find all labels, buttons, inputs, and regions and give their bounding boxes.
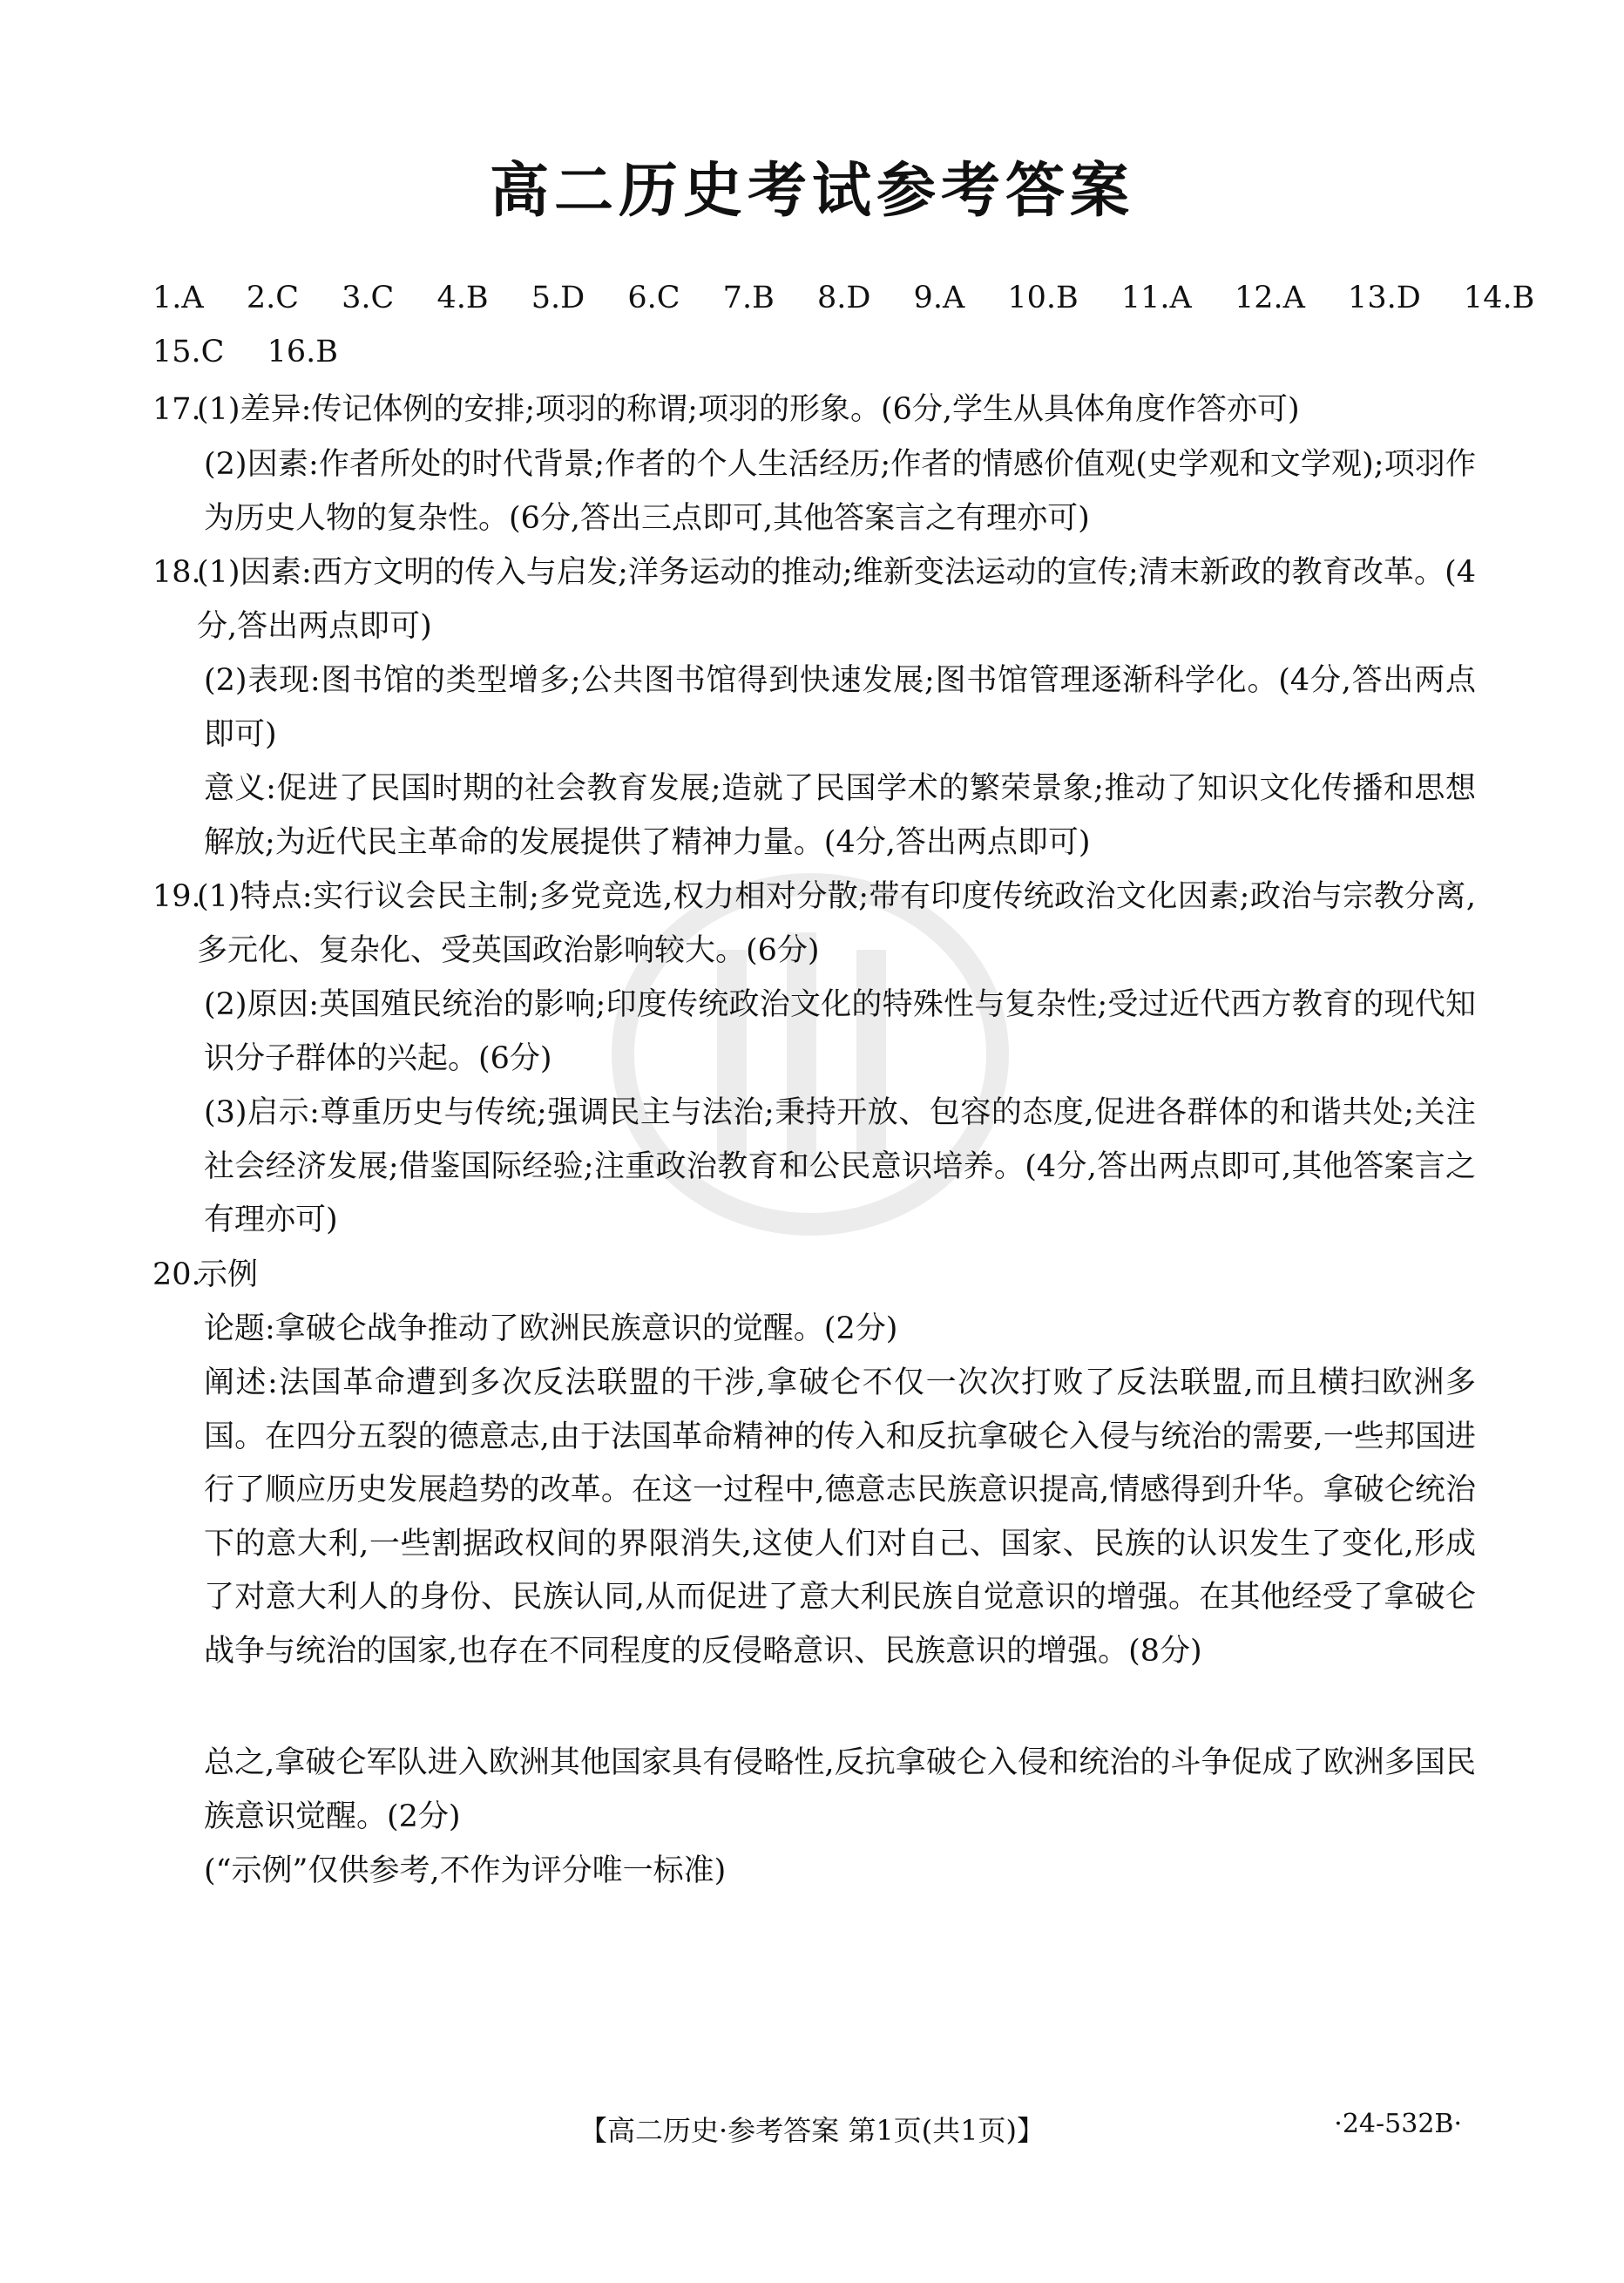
mc-answer: 14.B: [1463, 281, 1535, 315]
mc-answer: 3.C: [342, 281, 395, 315]
q19-part-3: (3)启示:尊重历史与传统;强调民主与法治;秉持开放、包容的态度,促进各群体的和谐共处;关注社会经济发展;借鉴国际经验;注重政治教育和公民意识培养。(4分,答出两点即可,其他答案言之有理亦可): [204, 1095, 1476, 1237]
mc-answer: 11.A: [1120, 281, 1192, 315]
page-footer: 【高二历史·参考答案 第1页(共1页)】: [579, 2114, 1045, 2147]
question-number: 17.: [152, 392, 201, 427]
question-number: 18.: [152, 555, 201, 590]
mc-answer: 13.D: [1348, 281, 1421, 315]
q19-part-1: (1)特点:实行议会民主制;多党竞选,权力相对分散;带有印度传统政治文化因素;政治与宗教分离,多元化、复杂化、受英国政治影响较大。(6分): [197, 879, 1476, 968]
mc-answers-row-1: [152, 281, 1567, 315]
q20-thesis: 论题:拿破仑战争推动了欧洲民族意识的觉醒。(2分): [204, 1311, 898, 1346]
q20-note: (“示例”仅供参考,不作为评分唯一标准): [204, 1853, 727, 1888]
mc-answer: 4.B: [436, 281, 489, 315]
mc-answer: 12.A: [1234, 281, 1305, 315]
q18-part-1: (1)因素:西方文明的传入与启发;洋务运动的推动;维新变法运动的宣传;清末新政的教育改革。(4分,答出两点即可): [197, 555, 1476, 644]
mc-answer: 8.D: [816, 281, 871, 315]
mc-answer: 7.B: [722, 281, 775, 315]
mc-answer: 15.C: [152, 335, 225, 369]
question-number: 19.: [152, 879, 201, 914]
question-number: 20.: [152, 1257, 201, 1292]
page-title: 高二历史考试参考答案: [489, 157, 1134, 226]
q19-part-2: (2)原因:英国殖民统治的影响;印度传统政治文化的特殊性与复杂性;受过近代西方教育的现代知识分子群体的兴起。(6分): [204, 987, 1476, 1076]
mc-answer: 16.B: [267, 335, 338, 369]
q17-part-2: (2)因素:作者所处的时代背景;作者的个人生活经历;作者的情感价值观(史学观和文学观);项羽作为历史人物的复杂性。(6分,答出三点即可,其他答案言之有理亦可): [204, 447, 1476, 536]
mc-answer: 2.C: [246, 281, 299, 315]
mc-answer: 5.D: [531, 281, 585, 315]
mc-answer: 1.A: [152, 281, 204, 315]
q20-conclusion: 总之,拿破仑军队进入欧洲其他国家具有侵略性,反抗拿破仑入侵和统治的斗争促成了欧洲多国民族意识觉醒。(2分): [204, 1745, 1476, 1834]
q18-part-2: (2)表现:图书馆的类型增多;公共图书馆得到快速发展;图书馆管理逐渐科学化。(4分,答出两点即可): [204, 663, 1476, 752]
mc-answer: 6.C: [627, 281, 680, 315]
q20-heading: 示例: [197, 1257, 259, 1292]
q17-part-1: (1)差异:传记体例的安排;项羽的称谓;项羽的形象。(6分,学生从具体角度作答亦可): [197, 392, 1300, 427]
q18-part-3: 意义:促进了民国时期的社会教育发展;造就了民国学术的繁荣景象;推动了知识文化传播和思想解放;为近代民主革命的发展提供了精神力量。(4分,答出两点即可): [204, 771, 1476, 860]
mc-answers-row-2: [152, 335, 371, 369]
mc-answer: 10.B: [1007, 281, 1079, 315]
q20-elaboration: 阐述:法国革命遭到多次反法联盟的干涉,拿破仑不仅一次次打败了反法联盟,而且横扫欧洲多国。在四分五裂的德意志,由于法国革命精神的传入和反抗拿破仑入侵与统治的需要,一些邦国进行了顺应历史发展趋势的改革。在这一过程中,德意志民族意识提高,情感得到升华。拿破仑统治下的意大利,一些割据政权间的界限消失,这使人们对自己、国家、民族的认识发生了变化,形成了对意大利人的身份、民族认同,从而促进了意大利民族自觉意识的增强。在其他经受了拿破仑战争与统治的国家,也存在不同程度的反侵略意识、民族意识的增强。(8分): [204, 1365, 1476, 1669]
doc-code: ·24-532B·: [1334, 2109, 1462, 2139]
mc-answer: 9.A: [913, 281, 965, 315]
